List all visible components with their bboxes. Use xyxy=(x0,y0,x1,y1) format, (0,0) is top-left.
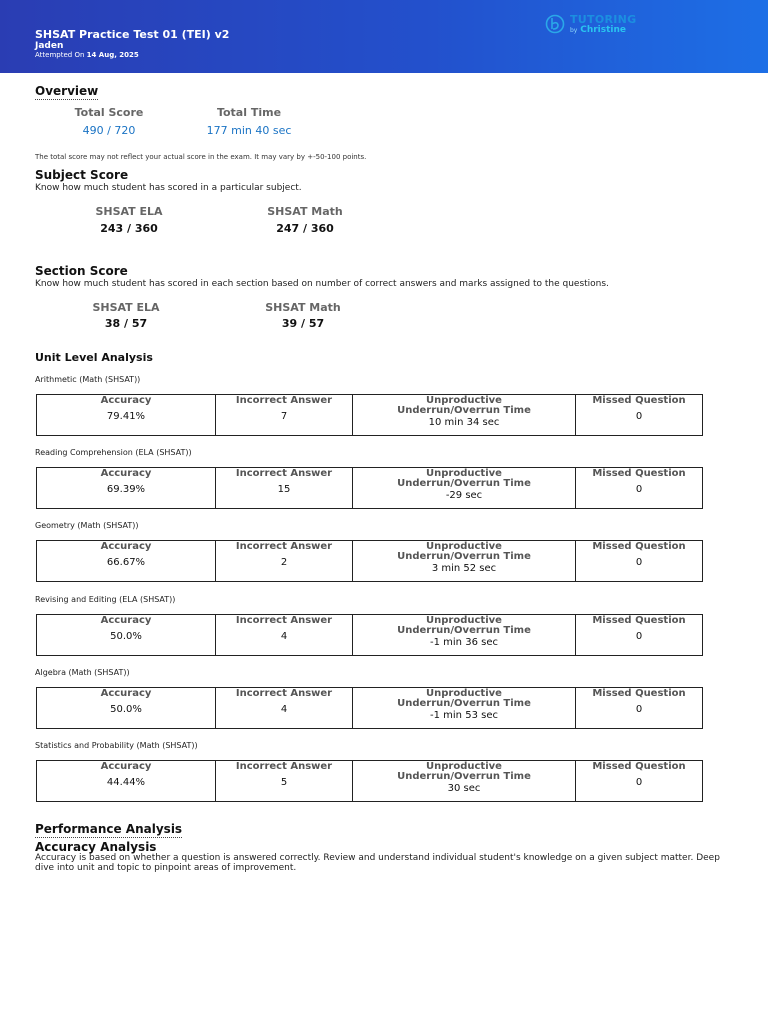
unit-cell-missed-question xyxy=(576,761,702,801)
unit-value-incorrect-answer: 7 xyxy=(280,411,288,422)
total-score-value: 490 / 720 xyxy=(82,124,136,137)
total-time-value: 177 min 40 sec xyxy=(206,124,292,137)
unit-table xyxy=(36,614,703,656)
unit-column-header: Incorrect Answer xyxy=(235,687,333,699)
unit-value-missed-question: 0 xyxy=(635,484,643,496)
unit-table xyxy=(36,687,703,729)
subject-math-value: 247 / 360 xyxy=(276,222,334,235)
section-ela-value: 38 / 57 xyxy=(104,317,148,330)
unit-value-underrun-overrun-time: -1 min 53 sec xyxy=(430,709,498,721)
unit-column-header: Missed Question xyxy=(592,761,686,772)
unit-cell-underrun-overrun-time xyxy=(353,615,576,655)
unit-column-header: Incorrect Answer xyxy=(235,395,333,406)
unit-value-accuracy: 50.0% xyxy=(110,630,142,642)
section-score-description: Know how much student has scored in each section based on number of correct answers and marks assigned to the questions. xyxy=(35,279,609,289)
unit-value-incorrect-answer: 4 xyxy=(280,703,288,715)
unit-column-header: Accuracy xyxy=(100,395,152,406)
unit-value-accuracy: 44.44% xyxy=(106,777,146,788)
overview-heading: Overview xyxy=(35,84,99,98)
attempted-date xyxy=(35,51,139,59)
section-math-value: 39 / 57 xyxy=(281,317,325,330)
unit-column-header: Missed Question xyxy=(592,541,686,553)
unit-cell-incorrect-answer xyxy=(216,615,353,655)
total-time-label: Total Time xyxy=(216,106,282,119)
unit-column-header: Accuracy xyxy=(100,761,152,772)
total-score-label: Total Score xyxy=(74,106,144,119)
unit-value-accuracy: 66.67% xyxy=(106,557,146,569)
attempted-date-value: 14 Aug, 2025 xyxy=(86,51,139,59)
unit-cell-accuracy xyxy=(37,395,216,435)
unit-analysis-heading: Unit Level Analysis xyxy=(35,351,153,364)
unit-value-incorrect-answer: 15 xyxy=(277,484,291,496)
tutoring-logo xyxy=(545,13,655,39)
unit-column-header: Missed Question xyxy=(592,687,686,699)
unit-column-header: Unproductive Underrun/Overrun Time xyxy=(397,541,531,563)
unit-cell-underrun-overrun-time xyxy=(353,761,576,801)
unit-cell-incorrect-answer xyxy=(216,395,353,435)
unit-value-incorrect-answer: 2 xyxy=(280,557,288,569)
logo-sub-name: Christine xyxy=(580,25,627,35)
unit-cell-incorrect-answer xyxy=(216,468,353,508)
unit-name: Statistics and Probability (Math (SHSAT)) xyxy=(35,741,198,750)
logo-subtitle xyxy=(570,25,626,35)
section-math-label: SHSAT Math xyxy=(265,301,341,314)
unit-column-header: Incorrect Answer xyxy=(235,541,333,553)
unit-column-header: Accuracy xyxy=(100,468,152,480)
attempted-label: Attempted On xyxy=(35,51,85,59)
unit-cell-underrun-overrun-time xyxy=(353,688,576,728)
unit-cell-underrun-overrun-time xyxy=(353,395,576,435)
unit-column-header: Unproductive Underrun/Overrun Time xyxy=(397,468,531,490)
unit-cell-missed-question xyxy=(576,541,702,581)
unit-value-missed-question: 0 xyxy=(635,777,643,788)
unit-cell-missed-question xyxy=(576,688,702,728)
subject-ela-label: SHSAT ELA xyxy=(95,205,163,218)
unit-table xyxy=(36,394,703,436)
unit-value-missed-question: 0 xyxy=(635,703,643,715)
unit-name: Revising and Editing (ELA (SHSAT)) xyxy=(35,594,176,604)
unit-value-underrun-overrun-time: 10 min 34 sec xyxy=(428,417,500,428)
unit-table xyxy=(36,760,703,802)
unit-cell-underrun-overrun-time xyxy=(353,468,576,508)
subject-score-heading: Subject Score xyxy=(35,168,129,182)
unit-cell-accuracy xyxy=(37,468,216,508)
unit-name: Algebra (Math (SHSAT)) xyxy=(35,667,130,677)
unit-column-header: Unproductive Underrun/Overrun Time xyxy=(397,395,531,416)
unit-cell-incorrect-answer xyxy=(216,688,353,728)
unit-column-header: Missed Question xyxy=(592,614,686,626)
unit-value-accuracy: 50.0% xyxy=(110,703,142,715)
unit-cell-accuracy xyxy=(37,761,216,801)
unit-value-underrun-overrun-time: -29 sec xyxy=(445,490,483,502)
unit-cell-accuracy xyxy=(37,541,216,581)
logo-icon xyxy=(545,14,565,34)
unit-column-header: Missed Question xyxy=(592,395,686,406)
performance-heading: Performance Analysis xyxy=(35,822,183,836)
unit-table xyxy=(36,467,703,509)
accuracy-analysis-heading: Accuracy Analysis xyxy=(35,840,157,854)
unit-cell-missed-question xyxy=(576,468,702,508)
unit-cell-incorrect-answer xyxy=(216,761,353,801)
unit-cell-underrun-overrun-time xyxy=(353,541,576,581)
subject-ela-value: 243 / 360 xyxy=(100,222,158,235)
unit-name: Geometry (Math (SHSAT)) xyxy=(35,521,139,531)
unit-table xyxy=(36,540,703,582)
unit-cell-accuracy xyxy=(37,615,216,655)
unit-value-accuracy: 79.41% xyxy=(106,411,146,422)
unit-cell-accuracy xyxy=(37,688,216,728)
accuracy-analysis-description: Accuracy is based on whether a question is answered correctly. Review and understand individual student's knowledge on a given subject matter. Deep dive into unit and topic to pinpoint areas of improvement. xyxy=(35,853,720,873)
logo-by: by xyxy=(570,27,578,34)
subject-math-label: SHSAT Math xyxy=(267,205,343,218)
unit-column-header: Incorrect Answer xyxy=(235,761,333,772)
section-score-heading: Section Score xyxy=(35,264,128,278)
unit-cell-incorrect-answer xyxy=(216,541,353,581)
unit-value-incorrect-answer: 5 xyxy=(280,777,288,788)
unit-column-header: Unproductive Underrun/Overrun Time xyxy=(397,761,531,782)
unit-value-accuracy: 69.39% xyxy=(106,484,146,496)
unit-value-underrun-overrun-time: 30 sec xyxy=(447,783,481,794)
test-title: SHSAT Practice Test 01 (TEI) v2 xyxy=(35,28,230,41)
score-disclaimer: The total score may not reflect your actual score in the exam. It may vary by +-50-100 points. xyxy=(35,153,367,161)
report-header xyxy=(0,0,768,73)
unit-column-header: Accuracy xyxy=(100,614,152,626)
unit-value-missed-question: 0 xyxy=(635,411,643,422)
unit-column-header: Unproductive Underrun/Overrun Time xyxy=(397,614,531,636)
unit-value-missed-question: 0 xyxy=(635,630,643,642)
section-ela-label: SHSAT ELA xyxy=(92,301,160,314)
unit-value-underrun-overrun-time: -1 min 36 sec xyxy=(430,636,498,648)
unit-name: Arithmetic (Math (SHSAT)) xyxy=(35,375,141,384)
unit-name: Reading Comprehension (ELA (SHSAT)) xyxy=(35,448,192,458)
unit-column-header: Accuracy xyxy=(100,541,152,553)
subject-score-description: Know how much student has scored in a particular subject. xyxy=(35,183,302,193)
unit-value-missed-question: 0 xyxy=(635,557,643,569)
unit-column-header: Incorrect Answer xyxy=(235,468,333,480)
unit-value-underrun-overrun-time: 3 min 52 sec xyxy=(431,563,497,575)
unit-column-header: Accuracy xyxy=(100,687,152,699)
unit-column-header: Missed Question xyxy=(592,468,686,480)
unit-column-header: Incorrect Answer xyxy=(235,614,333,626)
unit-cell-missed-question xyxy=(576,615,702,655)
student-name: Jaden xyxy=(35,41,64,51)
logo-name: TUTORING xyxy=(570,13,637,26)
unit-cell-missed-question xyxy=(576,395,702,435)
unit-value-incorrect-answer: 4 xyxy=(280,630,288,642)
unit-column-header: Unproductive Underrun/Overrun Time xyxy=(397,687,531,709)
